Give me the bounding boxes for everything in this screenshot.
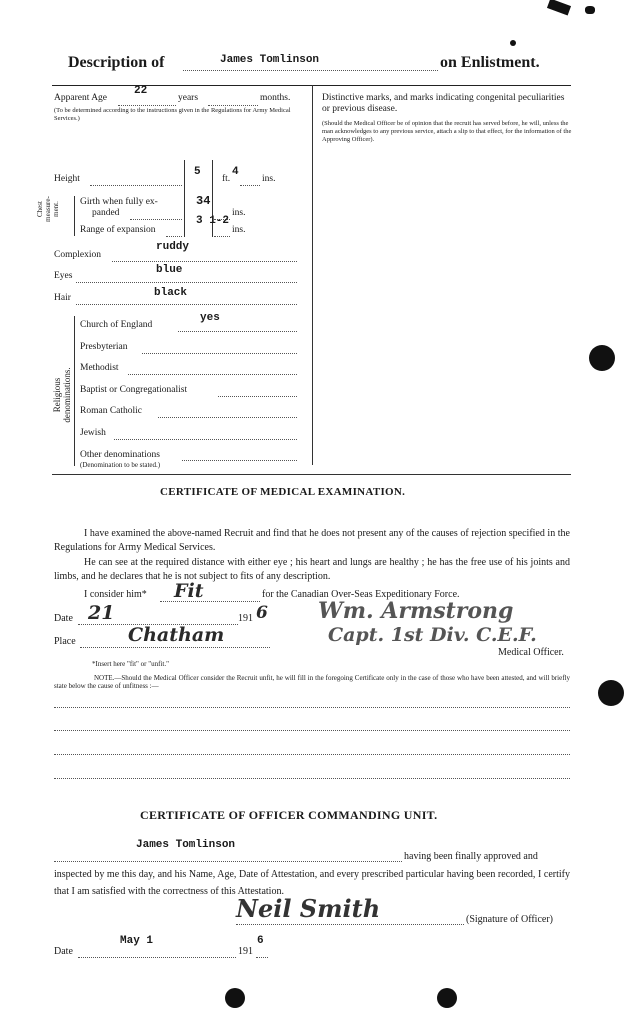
commanding-date-label: Date bbox=[54, 946, 73, 957]
chest-girth-unit: ins. bbox=[232, 208, 246, 218]
age-dotted-line bbox=[118, 105, 176, 106]
chest-range-label: Range of expansion bbox=[80, 225, 156, 235]
unfitness-line bbox=[54, 754, 570, 755]
chest-girth-label-2: panded bbox=[92, 208, 120, 218]
medical-date-value: 21 bbox=[88, 602, 115, 624]
height-in-dotted-line bbox=[240, 185, 260, 186]
column-divider bbox=[312, 85, 313, 465]
religion-side-label: Religious denominations. bbox=[52, 367, 72, 423]
religion-dotted-line bbox=[218, 396, 297, 397]
commanding-date-dotted-line bbox=[78, 957, 236, 958]
girth-dotted-line bbox=[130, 219, 182, 220]
height-ft-label: ft. bbox=[222, 174, 231, 184]
religion-dotted-line bbox=[114, 439, 297, 440]
commanding-year-dotted-line bbox=[256, 957, 268, 958]
punch-hole bbox=[589, 345, 615, 371]
complexion-dotted-line bbox=[112, 261, 297, 262]
marks-note: (Should the Medical Officer be of opinion that the recruit has served before, he will, unless the man acknowledges to any previous service, attach a slip to that effect, for the information of the Approving Officer). bbox=[322, 120, 572, 143]
religion-dotted-line bbox=[182, 460, 297, 461]
medical-title: CERTIFICATE OF MEDICAL EXAMINATION. bbox=[160, 486, 406, 498]
medical-footnote: *Insert here "fit" or "unfit." bbox=[92, 660, 169, 668]
consider-suffix: for the Canadian Over-Seas Expeditionary Force. bbox=[262, 589, 460, 600]
religion-church-of-england: Church of England bbox=[80, 320, 153, 330]
hair-dotted-line bbox=[76, 304, 297, 305]
medical-place-dotted-line bbox=[80, 647, 270, 648]
range-in-dotted-line bbox=[214, 236, 230, 237]
hair-value: black bbox=[154, 287, 188, 299]
medical-para-1: I have examined the above-named Recruit and find that he does not present any of the causes of rejection specified in the Regulations for Army Medical Services. bbox=[54, 528, 570, 553]
unfitness-line bbox=[54, 707, 570, 708]
religion-dotted-line bbox=[128, 374, 297, 375]
chest-girth-label-1: Girth when fully ex- bbox=[80, 197, 158, 207]
medical-year-value: 6 bbox=[256, 603, 268, 623]
medical-para-2: He can see at the required distance with either eye ; his heart and lungs are healthy ; he has the free use of his joints and limbs, and he declares that he is not subject to fits of any description. bbox=[54, 557, 570, 582]
chest-girth-value: 34 bbox=[196, 194, 211, 208]
medical-year-prefix: 191 bbox=[238, 613, 253, 624]
commanding-name-dotted-line bbox=[54, 861, 402, 862]
religion-church-of-england-value: yes bbox=[200, 312, 220, 324]
commanding-officer-signature: Neil Smith bbox=[236, 894, 381, 923]
chest-range-value: 3 1-2 bbox=[196, 215, 230, 227]
medical-note: NOTE.—Should the Medical Officer consider the Recruit unfit, he will fill in the foregoing Certificate only in the case of those who have been attested, and will briefly state below the cause of unfitness :— bbox=[54, 674, 570, 690]
name-dotted-line bbox=[183, 70, 438, 71]
chest-side-label: Chest measure- ment. bbox=[36, 196, 60, 222]
medical-date-label: Date bbox=[54, 613, 73, 624]
medical-officer-label: Medical Officer. bbox=[498, 647, 564, 658]
table-bottom-rule bbox=[52, 474, 571, 475]
punch-hole bbox=[437, 988, 457, 1008]
commanding-name-value: James Tomlinson bbox=[136, 839, 236, 851]
commanding-date-value: May 1 bbox=[120, 935, 154, 947]
commanding-year-value: 6 bbox=[257, 935, 264, 947]
scan-blot bbox=[510, 40, 516, 46]
commanding-year-prefix: 191 bbox=[238, 946, 253, 957]
religion-dotted-line bbox=[142, 353, 297, 354]
height-label: Height bbox=[54, 174, 80, 184]
punch-hole bbox=[225, 988, 245, 1008]
unfitness-line bbox=[54, 730, 570, 731]
height-box-left bbox=[184, 160, 185, 237]
header-description-of: Description of bbox=[68, 54, 165, 71]
months-dotted-line bbox=[208, 105, 258, 106]
religion-dotted-line bbox=[178, 331, 297, 332]
punch-hole bbox=[598, 680, 624, 706]
height-ins-label: ins. bbox=[262, 174, 276, 184]
scan-blot bbox=[585, 6, 595, 14]
recruit-name: James Tomlinson bbox=[220, 54, 320, 66]
eyes-label: Eyes bbox=[54, 271, 73, 281]
medical-officer-signature-line2: Capt. 1st Div. C.E.F. bbox=[328, 624, 537, 646]
religion-presbyterian: Presbyterian bbox=[80, 342, 128, 352]
age-note: (To be determined according to the instructions given in the Regulations for Army Medical Services.) bbox=[54, 107, 291, 122]
unfitness-line bbox=[54, 778, 570, 779]
medical-place-value: Chatham bbox=[128, 624, 225, 646]
eyes-dotted-line bbox=[76, 282, 297, 283]
commanding-signature-dotted-line bbox=[236, 924, 464, 925]
marks-heading: Distinctive marks, and marks indicating congenital peculiarities or previous disease. bbox=[322, 93, 565, 114]
consider-prefix: I consider him* bbox=[84, 589, 147, 600]
religion-baptist: Baptist or Congregationalist bbox=[80, 385, 188, 395]
commanding-title: CERTIFICATE OF OFFICER COMMANDING UNIT. bbox=[140, 808, 438, 822]
height-ft-value: 5 bbox=[194, 166, 201, 178]
complexion-value: ruddy bbox=[156, 241, 190, 253]
medical-officer-signature: Wm. Armstrong bbox=[318, 598, 514, 624]
height-in-value: 4 bbox=[232, 166, 239, 178]
eyes-value: blue bbox=[156, 264, 183, 276]
age-months-label: months. bbox=[260, 93, 291, 103]
complexion-label: Complexion bbox=[54, 250, 101, 260]
religion-other-note: (Denomination to be stated.) bbox=[80, 461, 161, 469]
age-value: 22 bbox=[134, 85, 148, 97]
chest-range-unit: ins. bbox=[232, 225, 246, 235]
commanding-signature-label: (Signature of Officer) bbox=[466, 914, 554, 925]
hair-label: Hair bbox=[54, 293, 71, 303]
consider-value: Fit bbox=[174, 580, 204, 602]
range-dotted-line bbox=[166, 236, 182, 237]
religion-roman-catholic: Roman Catholic bbox=[80, 406, 143, 416]
height-dotted-line bbox=[90, 185, 182, 186]
religion-methodist: Methodist bbox=[80, 363, 119, 373]
age-years-label: years bbox=[178, 93, 199, 103]
commanding-text-2: inspected by me this day, and his Name, Age, Date of Attestation, and every prescribed particular having been recorded, I certify that I am satisfied with the correctness of this Attestation. bbox=[54, 869, 570, 897]
scan-blot bbox=[547, 0, 571, 15]
medical-place-label: Place bbox=[54, 636, 76, 647]
chest-bracket-rule bbox=[74, 196, 75, 236]
religion-jewish: Jewish bbox=[80, 428, 106, 438]
religion-other: Other denominations bbox=[80, 450, 160, 460]
header-on-enlistment: on Enlistment. bbox=[440, 54, 540, 71]
religion-dotted-line bbox=[158, 417, 297, 418]
religion-bracket-rule bbox=[74, 316, 75, 466]
commanding-text-1: having been finally approved and bbox=[404, 851, 538, 862]
age-label: Apparent Age bbox=[54, 93, 108, 103]
